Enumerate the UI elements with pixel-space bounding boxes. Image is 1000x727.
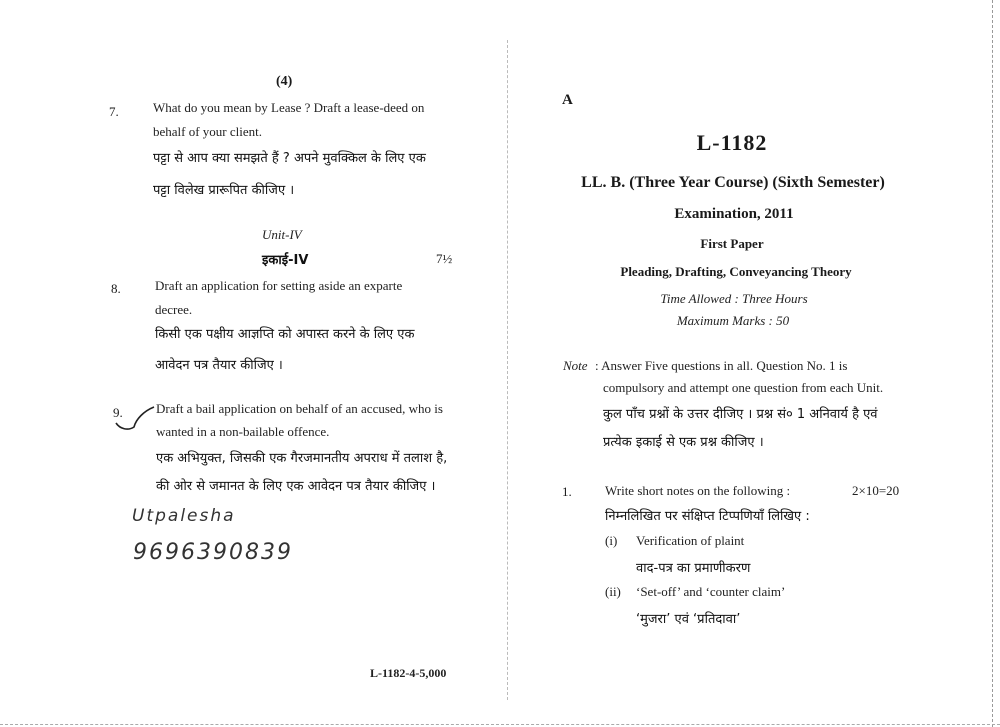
question-1-item-2-number: (ii) [605, 584, 621, 599]
question-9-en-line-2: wanted in a non-bailable offence. [156, 424, 330, 439]
question-1-item-1-hi: वाद-पत्र का प्रमाणीकरण [636, 561, 751, 576]
maximum-marks: Maximum Marks : 50 [676, 313, 790, 328]
question-1-hi: निम्नलिखित पर संक्षिप्त टिप्पणियाँ लिखिए : [605, 509, 810, 524]
question-1-item-2-en: ‘Set-off’ and ‘counter claim’ [636, 584, 786, 599]
question-8-en-line-2: decree. [155, 302, 193, 317]
note-en-line-2: compulsory and attempt one question from each Unit. [603, 380, 884, 395]
question-8-hi-line-1: किसी एक पक्षीय आज्ञप्ति को अपास्त करने के लिए एक [155, 327, 415, 342]
footer-code: L-1182-4-5,000 [370, 666, 447, 680]
note-label: Note [563, 358, 588, 373]
question-1-item-1-en: Verification of plaint [636, 533, 745, 548]
question-9-hi-line-1: एक अभियुक्त, जिसकी एक गैरजमानतीय अपराध में तलाश है, [156, 451, 448, 466]
examination-year: Examination, 2011 [674, 206, 794, 222]
note-hi-line-2: प्रत्येक इकाई से एक प्रश्न कीजिए । [603, 435, 764, 450]
series-letter: A [562, 92, 573, 108]
question-1-number: 1. [562, 484, 572, 499]
paper-code: L-1182 [696, 130, 768, 155]
unit-heading-en: Unit-IV [262, 227, 302, 242]
question-7-en-line-1: What do you mean by Lease ? Draft a lease-deed on [153, 100, 425, 115]
question-9-en-line-1: Draft a bail application on behalf of an accused, who is [156, 401, 443, 416]
note-en-line-1: : Answer Five questions in all. Question No. 1 is [595, 358, 848, 373]
question-9-hi-line-2: की ओर से जमानत के लिए एक आवेदन पत्र तैयार कीजिए । [156, 479, 436, 494]
question-7-en-line-2: behalf of your client. [153, 124, 263, 139]
handwritten-name: Utpalesha [132, 506, 236, 526]
subject-title: Pleading, Drafting, Conveyancing Theory [620, 264, 852, 279]
question-7-hi-line-1: पट्टा से आप क्या समझते हैं ? अपने मुवक्किल के लिए एक [153, 151, 426, 166]
question-1-marks: 2×10=20 [852, 483, 900, 498]
question-7-number: 7. [109, 104, 119, 119]
time-allowed: Time Allowed : Three Hours [660, 291, 808, 306]
question-8-en-line-1: Draft an application for setting aside an exparte [155, 278, 403, 293]
page-number: (4) [276, 74, 293, 89]
note-hi-line-1: कुल पाँच प्रश्नों के उत्तर दीजिए । प्रश्न सं० 1 अनिवार्य है एवं [603, 407, 878, 422]
unit-marks: 7½ [436, 251, 453, 266]
paper-number: First Paper [700, 236, 764, 251]
question-1-item-1-number: (i) [605, 533, 618, 548]
course-title: LL. B. (Three Year Course) (Sixth Semester) [581, 174, 885, 191]
question-1-en: Write short notes on the following : [605, 483, 791, 498]
question-9-number: 9. [113, 405, 123, 420]
handwritten-phone-number: 9696390839 [133, 540, 293, 565]
unit-heading-hi: इकाई-IV [262, 253, 309, 268]
question-7-hi-line-2: पट्टा विलेख प्रारूपित कीजिए । [153, 183, 295, 198]
right-page [510, 0, 1000, 727]
question-8-hi-line-2: आवेदन पत्र तैयार कीजिए । [155, 358, 283, 373]
question-8-number: 8. [111, 281, 121, 296]
question-1-item-2-hi: ‘मुजरा’ एवं ‘प्रतिदावा’ [636, 612, 741, 627]
